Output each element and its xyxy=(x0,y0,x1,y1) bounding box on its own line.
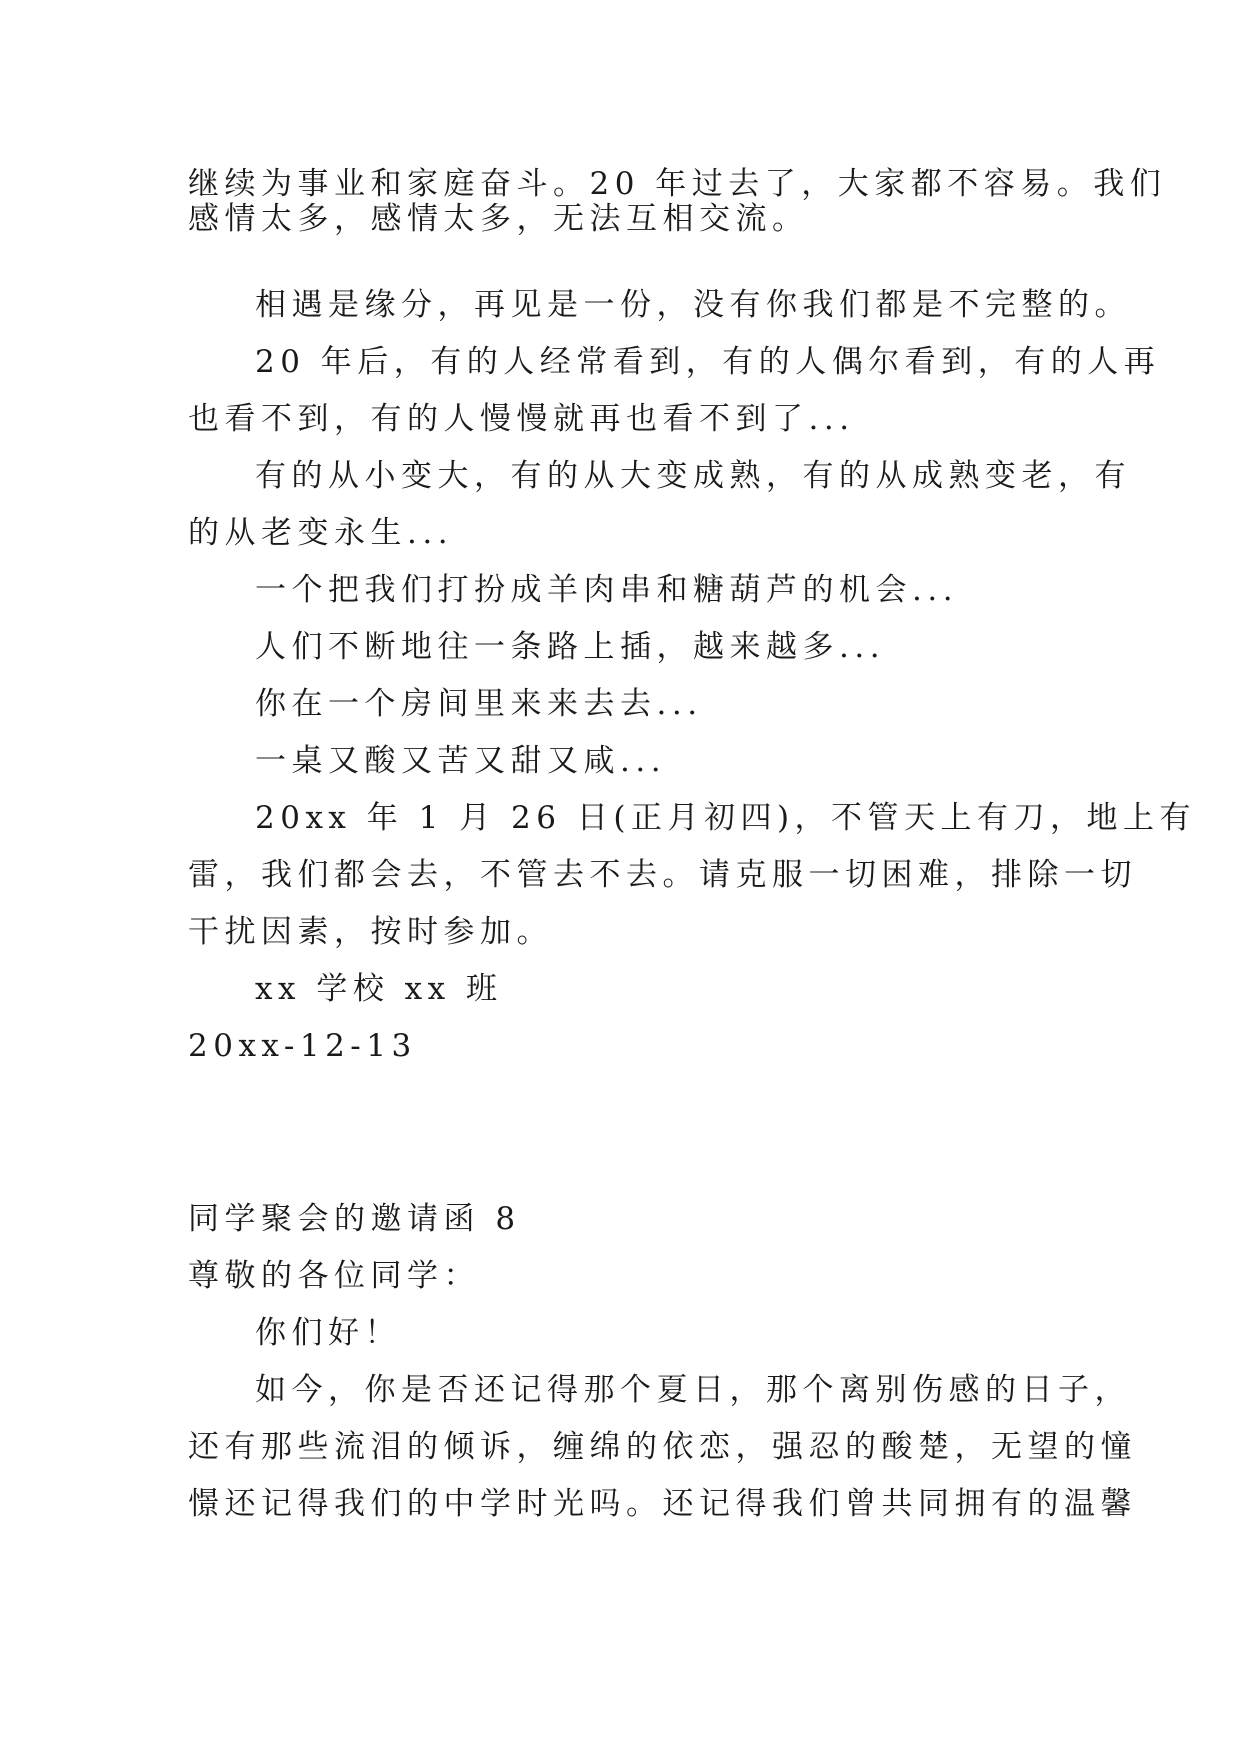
paragraph-line: 干扰因素，按时参加。 xyxy=(188,914,553,950)
paragraph-line: 人们不断地往一条路上插，越来越多... xyxy=(255,629,886,665)
paragraph-line: 相遇是缘分，再见是一份，没有你我们都是不完整的。 xyxy=(255,287,1131,323)
paragraph-line: 有的从小变大，有的从大变成熟，有的从成熟变老，有 xyxy=(255,458,1131,494)
signature-line: xx 学校 xx 班 xyxy=(255,971,503,1007)
paragraph-line: 感情太多，感情太多，无法互相交流。 xyxy=(188,201,809,237)
paragraph-line: 也看不到，有的人慢慢就再也看不到了... xyxy=(188,401,855,437)
paragraph-line: 你在一个房间里来来去去... xyxy=(255,686,703,722)
paragraph-line: 20xx 年 1 月 26 日(正月初四)，不管天上有刀，地上有 xyxy=(255,800,1197,836)
paragraph-line: 20 年后，有的人经常看到，有的人偶尔看到，有的人再 xyxy=(255,344,1161,380)
date-line: 20xx-12-13 xyxy=(188,1028,417,1064)
section-title: 同学聚会的邀请函 8 xyxy=(188,1201,521,1237)
greeting: 你们好！ xyxy=(255,1315,401,1351)
paragraph-line: 如今，你是否还记得那个夏日，那个离别伤感的日子， xyxy=(255,1372,1131,1408)
paragraph-line: 憬还记得我们的中学时光吗。还记得我们曾共同拥有的温馨 xyxy=(188,1486,1137,1522)
paragraph-line: 继续为事业和家庭奋斗。20 年过去了，大家都不容易。我们 xyxy=(188,166,1167,202)
paragraph-line: 的从老变永生... xyxy=(188,515,454,551)
paragraph-line: 还有那些流泪的倾诉，缠绵的依恋，强忍的酸楚，无望的憧 xyxy=(188,1429,1137,1465)
paragraph-line: 一个把我们打扮成羊肉串和糖葫芦的机会... xyxy=(255,572,959,608)
salutation: 尊敬的各位同学： xyxy=(188,1258,480,1294)
paragraph-line: 雷，我们都会去，不管去不去。请克服一切困难，排除一切 xyxy=(188,857,1137,893)
paragraph-line: 一桌又酸又苦又甜又咸... xyxy=(255,743,667,779)
